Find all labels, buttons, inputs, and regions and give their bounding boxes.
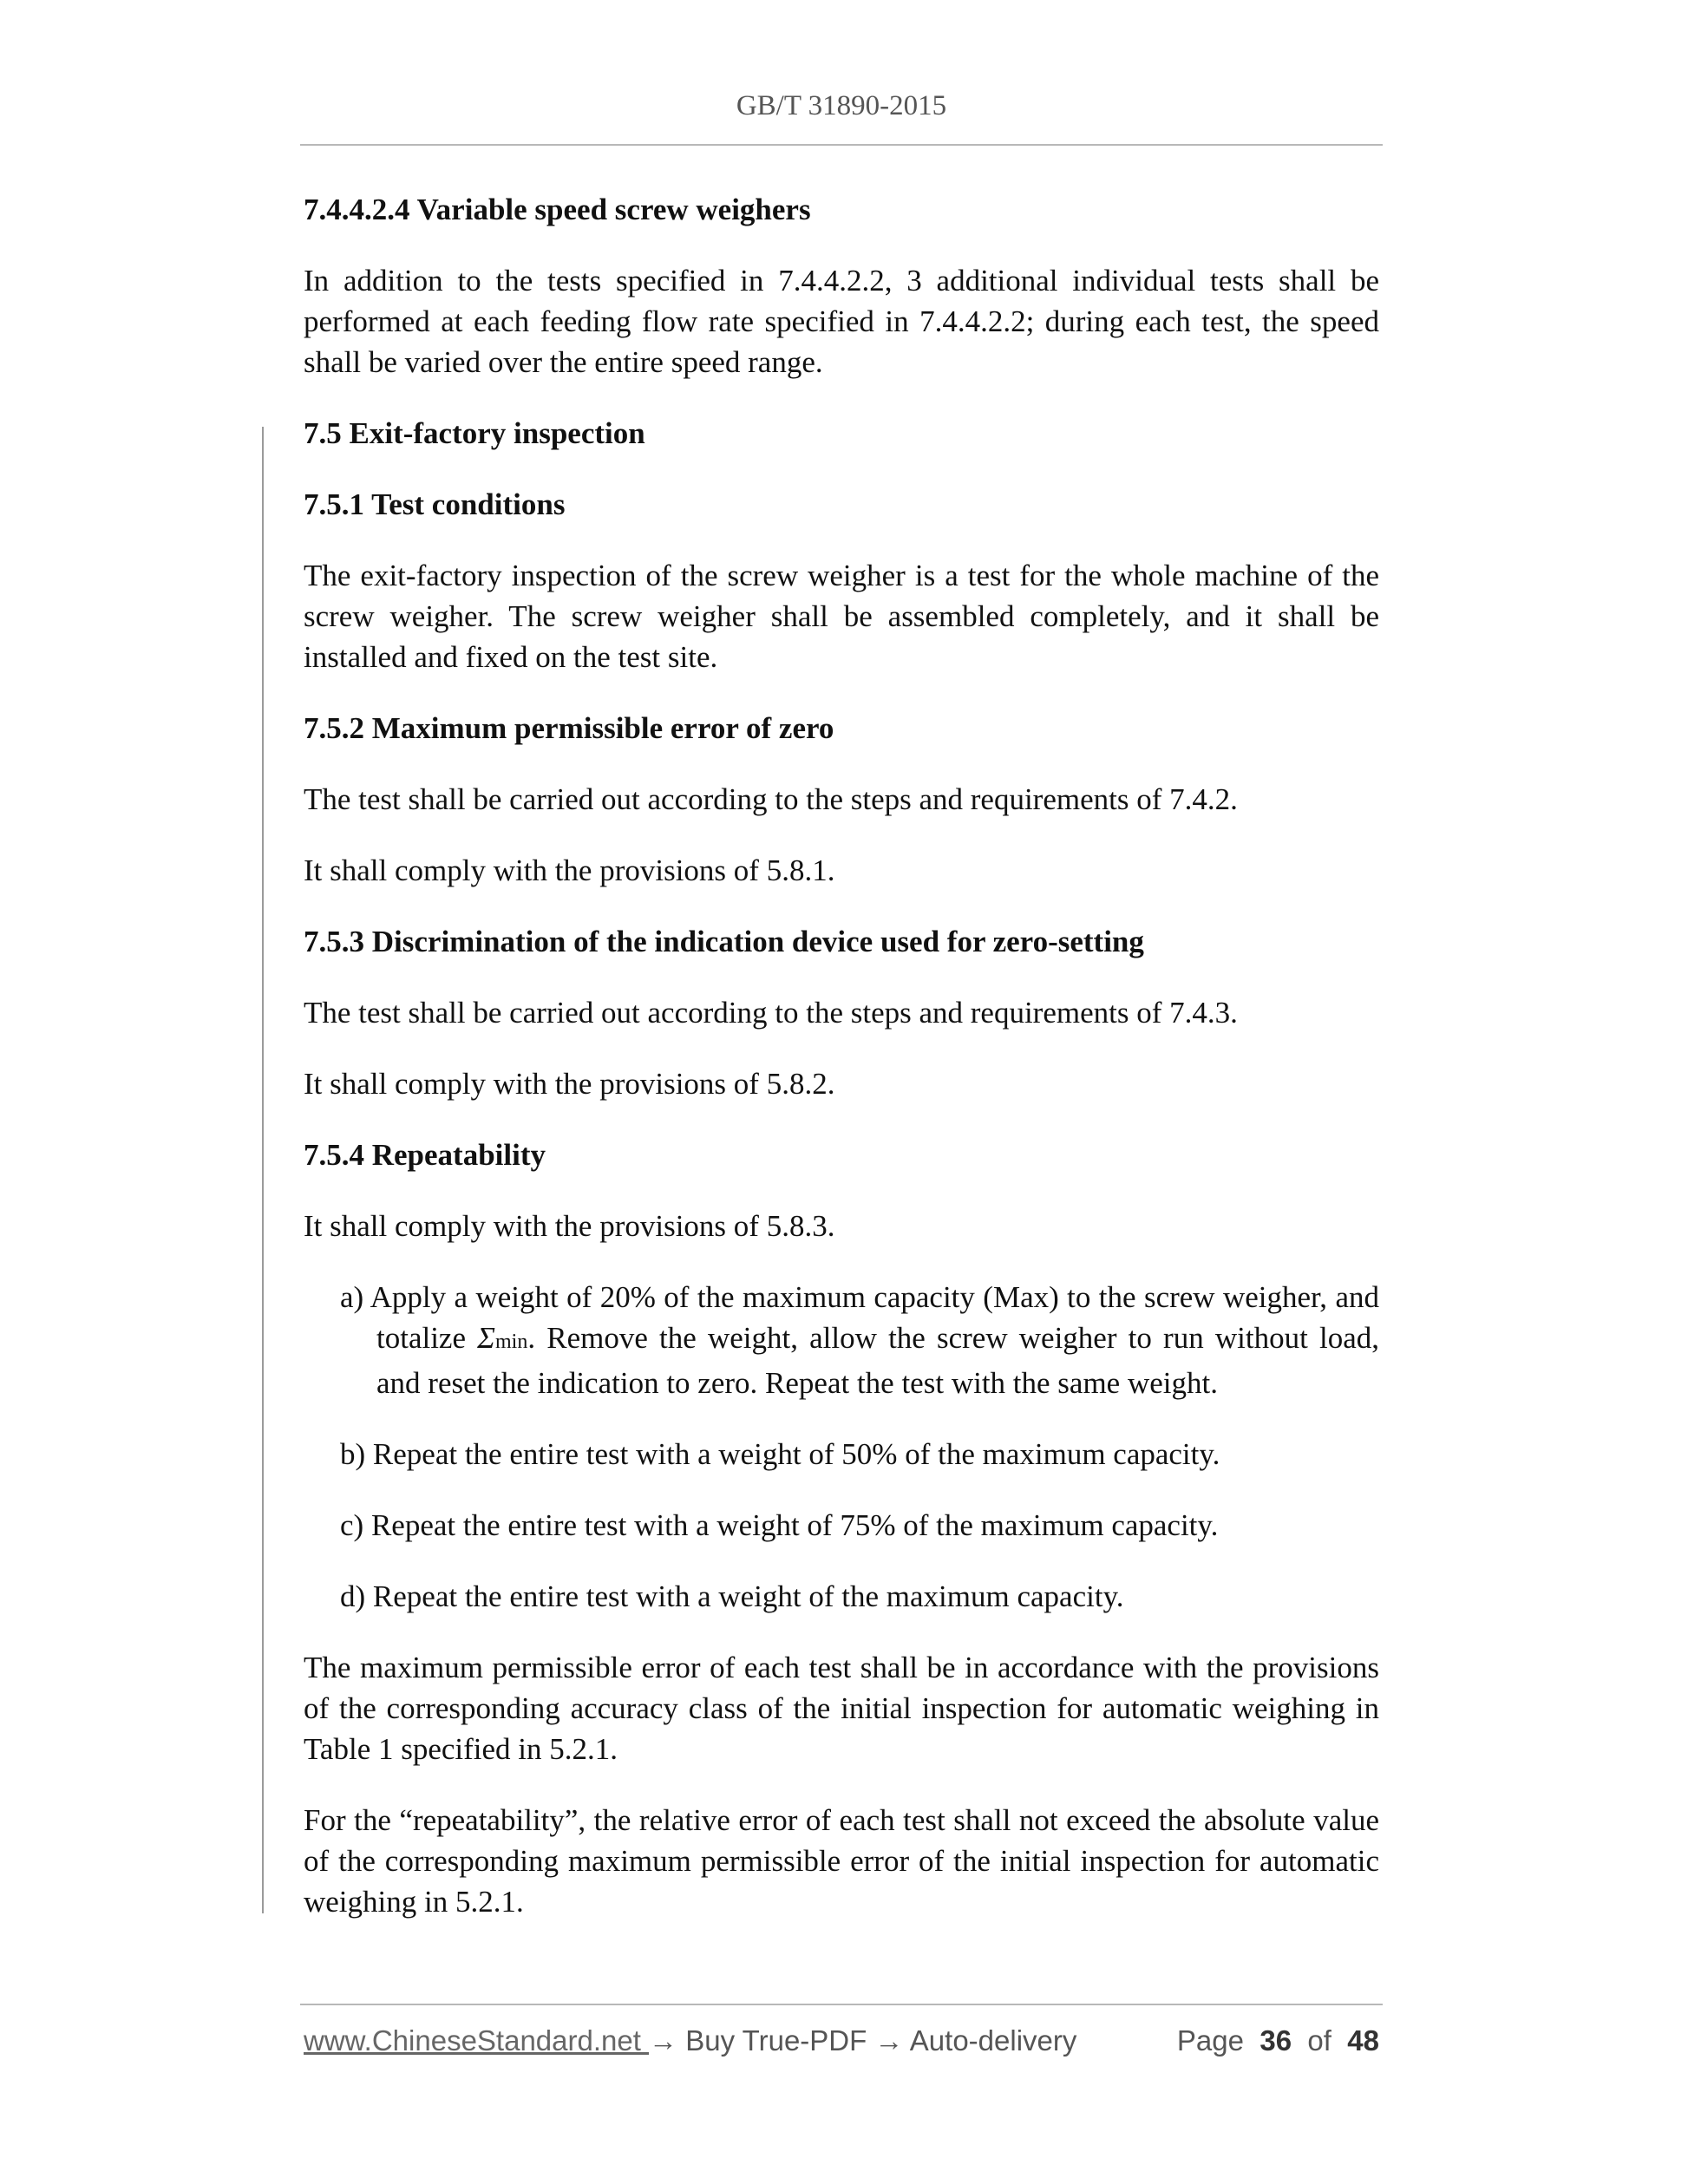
sigma-symbol: Σ — [477, 1321, 495, 1355]
paragraph: It shall comply with the provisions of 5.8.2. — [304, 1067, 835, 1101]
page-number: 36 — [1259, 2024, 1292, 2056]
paragraph: The maximum permissible error of each test shall be in accordance with the provisions of the corresponding accuracy class of the initial inspection for automatic weighing in Table 1 specified in 5.2.1. — [304, 1651, 1379, 1766]
section-heading: 7.5 Exit-factory inspection — [304, 416, 645, 450]
page-indicator — [1177, 2024, 1379, 2057]
change-bar — [262, 427, 264, 1913]
of-label: of — [1307, 2024, 1331, 2056]
list-item-a-text-cont: . Remove the weight, allow the screw weigher to run without load, and reset the indication to zero. Repeat the test with the same weight. — [376, 1321, 1379, 1400]
page-total: 48 — [1347, 2024, 1379, 2056]
list-item-c: c) Repeat the entire test with a weight of 75% of the maximum capacity. — [340, 1508, 1219, 1542]
section-heading: 7.5.1 Test conditions — [304, 487, 566, 521]
footer-rule — [300, 2004, 1383, 2005]
document-id-header: GB/T 31890-2015 — [736, 90, 947, 121]
list-item-a — [340, 1277, 1379, 1403]
paragraph: The test shall be carried out according to the steps and requirements of 7.4.3. — [304, 996, 1238, 1030]
footer-nav-text: → Buy True-PDF → Auto-delivery — [649, 2024, 1077, 2056]
list-item-a-text: a) Apply a weight of 20% of the maximum capacity (Max) to the screw weigher, and totalize — [340, 1280, 1379, 1355]
list-item-d: d) Repeat the entire test with a weight of the maximum capacity. — [340, 1579, 1124, 1613]
paragraph: The exit-factory inspection of the screw weigher is a test for the whole machine of the screw weigher. The screw weigher shall be assembled completely, and it shall be installed and fixed on the test site. — [304, 559, 1379, 674]
header-rule — [300, 144, 1383, 146]
paragraph: It shall comply with the provisions of 5.8.3. — [304, 1209, 835, 1243]
paragraph: For the “repeatability”, the relative error of each test shall not exceed the absolute value of the corresponding maximum permissible error of the initial inspection for automatic weighing in 5.2.1. — [304, 1803, 1379, 1919]
page-body — [304, 189, 1379, 1952]
website-link[interactable]: www.ChineseStandard.net — [304, 2024, 650, 2056]
section-heading: 7.5.2 Maximum permissible error of zero — [304, 711, 834, 745]
footer — [304, 2024, 1379, 2057]
list-item-b: b) Repeat the entire test with a weight of 50% of the maximum capacity. — [340, 1437, 1220, 1471]
section-heading: 7.5.3 Discrimination of the indication device used for zero-setting — [304, 925, 1144, 958]
sigma-subscript: min — [494, 1331, 528, 1353]
section-heading: 7.5.4 Repeatability — [304, 1138, 546, 1172]
paragraph: In addition to the tests specified in 7.4.4.2.2, 3 additional individual tests shall be performed at each feeding flow rate specified in 7.4.4.2.2; during each test, the speed shall be varied over the entire speed range. — [304, 264, 1379, 379]
paragraph: The test shall be carried out according to the steps and requirements of 7.4.2. — [304, 782, 1238, 816]
paragraph: It shall comply with the provisions of 5.8.1. — [304, 853, 835, 887]
section-heading: 7.4.4.2.4 Variable speed screw weighers — [304, 193, 811, 226]
page-label: Page — [1176, 2024, 1244, 2056]
